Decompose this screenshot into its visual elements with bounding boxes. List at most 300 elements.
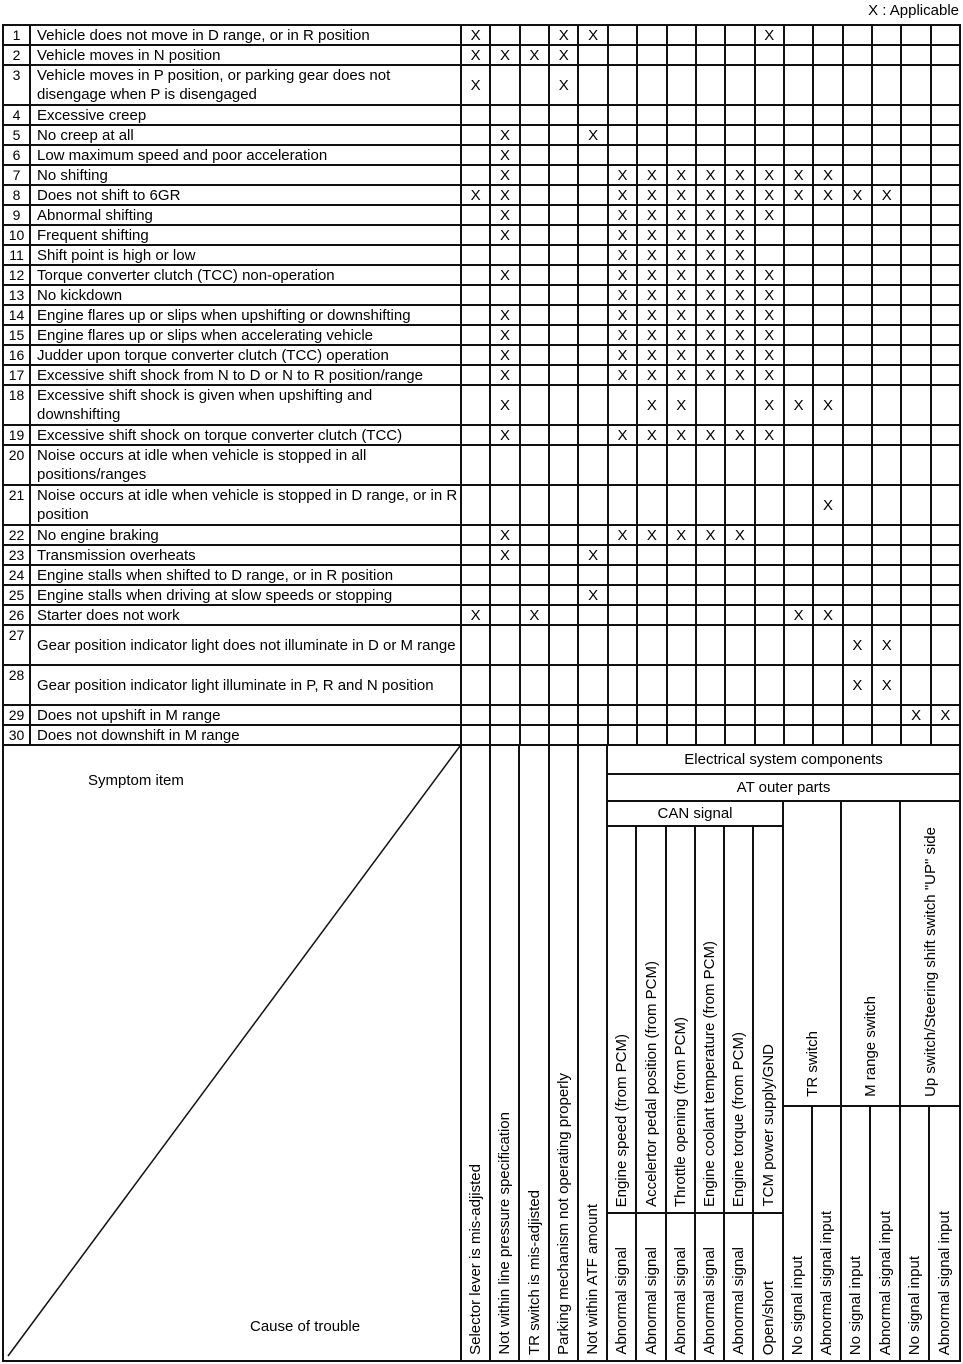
mark-cell	[785, 606, 814, 624]
symptom-number: 2	[4, 46, 31, 64]
mark-cell	[697, 366, 726, 384]
mark-cell	[638, 286, 667, 304]
mark-cell	[726, 206, 755, 224]
mark-cell	[668, 46, 697, 64]
applicable-mark: X	[705, 306, 716, 324]
applicable-mark: X	[588, 26, 599, 44]
mark-cell	[638, 326, 667, 344]
mark-cell	[638, 66, 667, 104]
mark-cell	[521, 626, 550, 664]
symptom-row	[4, 266, 959, 286]
mark-cell	[697, 46, 726, 64]
applicable-mark: X	[500, 46, 511, 64]
symptom-number: 19	[4, 426, 31, 444]
mark-cell	[609, 566, 638, 584]
symptom-label: Torque converter clutch (TCC) non-operation	[31, 266, 462, 284]
symptom-label: Does not downshift in M range	[31, 726, 462, 744]
mark-cell	[932, 286, 959, 304]
mark-cell	[873, 126, 902, 144]
mark-cell	[932, 586, 959, 604]
mark-cell	[932, 306, 959, 324]
mark-cell	[873, 526, 902, 544]
applicable-mark: X	[793, 166, 804, 184]
applicable-mark: X	[500, 526, 511, 544]
mark-cell	[521, 366, 550, 384]
mark-cell	[844, 606, 873, 624]
mark-cell	[638, 126, 667, 144]
symptom-row	[4, 586, 959, 606]
applicable-mark: X	[617, 166, 628, 184]
mark-cell	[638, 186, 667, 204]
symptom-label: No shifting	[31, 166, 462, 184]
mark-cell	[668, 306, 697, 324]
symptom-row	[4, 166, 959, 186]
mark-cell	[697, 626, 726, 664]
mark-cell	[668, 666, 697, 704]
mark-cell	[785, 706, 814, 724]
cause-state-13-text: Abnormal signal input	[818, 1210, 835, 1355]
mark-cell	[785, 46, 814, 64]
mark-cell	[844, 726, 873, 744]
mark-cell	[579, 146, 608, 164]
symptom-label: Low maximum speed and poor acceleration	[31, 146, 462, 164]
mark-cell	[462, 166, 491, 184]
mark-cell	[932, 126, 959, 144]
mark-cell	[726, 386, 755, 424]
symptom-number: 12	[4, 266, 31, 284]
symptom-troubleshooting-table	[2, 24, 961, 1362]
applicable-mark: X	[676, 366, 687, 384]
mark-cell	[844, 146, 873, 164]
mark-cell	[638, 486, 667, 524]
applicable-mark: X	[911, 706, 922, 724]
symptom-row	[4, 126, 959, 146]
mark-cell	[668, 286, 697, 304]
mark-cell	[844, 266, 873, 284]
cause-column-7	[637, 827, 667, 1214]
switch-group-3	[901, 802, 959, 1107]
mark-cell	[462, 126, 491, 144]
mark-cell	[932, 426, 959, 444]
can-signal-header-text: CAN signal	[657, 805, 733, 822]
mark-cell	[902, 566, 931, 584]
applicable-mark: X	[734, 526, 745, 544]
mark-cell	[491, 206, 520, 224]
applicable-mark: X	[646, 306, 657, 324]
symptom-number: 29	[4, 706, 31, 724]
mark-cell	[697, 166, 726, 184]
symptom-label: Engine stalls when shifted to D range, or in R position	[31, 566, 462, 584]
mark-cell	[491, 246, 520, 264]
mark-cell	[491, 566, 520, 584]
applicable-mark: X	[881, 636, 892, 654]
mark-cell	[726, 46, 755, 64]
applicable-mark: X	[588, 586, 599, 604]
applicable-mark: X	[734, 166, 745, 184]
cause-column-2-text: Not within line pressure specification	[496, 1112, 513, 1355]
mark-cell	[726, 286, 755, 304]
applicable-mark: X	[470, 76, 481, 94]
mark-cell	[609, 66, 638, 104]
mark-cell	[550, 586, 579, 604]
mark-cell	[521, 526, 550, 544]
mark-cell	[668, 726, 697, 744]
mark-cell	[491, 46, 520, 64]
mark-cell	[785, 146, 814, 164]
applicable-mark: X	[529, 46, 540, 64]
applicable-mark: X	[646, 326, 657, 344]
mark-cell	[638, 246, 667, 264]
mark-cell	[873, 566, 902, 584]
mark-cell	[756, 206, 785, 224]
cause-state-9-text: Abnormal signal	[701, 1247, 718, 1355]
mark-cell	[462, 366, 491, 384]
mark-cell	[638, 606, 667, 624]
applicable-mark: X	[705, 246, 716, 264]
symptom-row	[4, 326, 959, 346]
mark-cell	[550, 426, 579, 444]
applicable-mark: X	[822, 166, 833, 184]
mark-cell	[902, 706, 931, 724]
mark-cell	[550, 446, 579, 484]
mark-cell	[785, 246, 814, 264]
mark-cell	[579, 326, 608, 344]
mark-cell	[521, 46, 550, 64]
mark-cell	[668, 226, 697, 244]
applicable-mark: X	[529, 606, 540, 624]
symptom-label: Noise occurs at idle when vehicle is stopped in D range, or in R position	[31, 486, 462, 524]
mark-cell	[902, 546, 931, 564]
mark-cell	[726, 426, 755, 444]
mark-cell	[902, 386, 931, 424]
mark-cell	[609, 446, 638, 484]
symptom-number: 11	[4, 246, 31, 264]
symptom-label: Vehicle moves in N position	[31, 46, 462, 64]
mark-cell	[873, 26, 902, 44]
mark-cell	[697, 306, 726, 324]
mark-cell	[697, 706, 726, 724]
mark-cell	[697, 606, 726, 624]
applicable-mark: X	[646, 366, 657, 384]
mark-cell	[902, 586, 931, 604]
symptom-label: Abnormal shifting	[31, 206, 462, 224]
applicable-mark: X	[470, 606, 481, 624]
mark-cell	[579, 626, 608, 664]
mark-cell	[609, 106, 638, 124]
mark-cell	[697, 726, 726, 744]
mark-cell	[579, 106, 608, 124]
applicable-mark: X	[764, 396, 775, 414]
applicable-mark: X	[764, 186, 775, 204]
applicable-mark: X	[705, 266, 716, 284]
cause-state-7	[637, 1214, 667, 1360]
applicable-mark: X	[500, 426, 511, 444]
mark-cell	[521, 106, 550, 124]
applicable-mark: X	[676, 346, 687, 364]
symptom-row	[4, 146, 959, 166]
symptom-number: 16	[4, 346, 31, 364]
mark-cell	[873, 366, 902, 384]
applicable-mark: X	[676, 286, 687, 304]
symptom-number: 9	[4, 206, 31, 224]
symptom-rows	[4, 26, 959, 746]
applicable-mark: X	[705, 326, 716, 344]
mark-cell	[521, 426, 550, 444]
symptom-item-label: Symptom item	[88, 772, 184, 789]
at-outer-parts-header	[608, 775, 959, 802]
mark-cell	[756, 486, 785, 524]
applicable-mark: X	[734, 346, 745, 364]
cause-column-6-text: Engine speed (from PCM)	[613, 1033, 630, 1207]
at-outer-parts-header-text: AT outer parts	[736, 779, 831, 796]
mark-cell	[932, 726, 959, 744]
applicable-mark: X	[646, 246, 657, 264]
mark-cell	[814, 126, 843, 144]
applicable-mark: X	[646, 426, 657, 444]
mark-cell	[491, 326, 520, 344]
applicable-mark: X	[617, 226, 628, 244]
mark-cell	[462, 706, 491, 724]
symptom-label: Engine flares up or slips when accelerating vehicle	[31, 326, 462, 344]
mark-cell	[491, 366, 520, 384]
symptom-number: 30	[4, 726, 31, 744]
mark-cell	[550, 566, 579, 584]
mark-cell	[785, 126, 814, 144]
mark-cell	[756, 66, 785, 104]
mark-cell	[609, 386, 638, 424]
mark-cell	[462, 346, 491, 364]
mark-cell	[521, 666, 550, 704]
mark-cell	[932, 566, 959, 584]
symptom-row	[4, 626, 959, 666]
mark-cell	[550, 166, 579, 184]
applicable-mark: X	[734, 426, 745, 444]
symptom-row	[4, 306, 959, 326]
applicable-mark: X	[500, 166, 511, 184]
mark-cell	[609, 246, 638, 264]
applicable-mark: X	[500, 266, 511, 284]
mark-cell	[609, 626, 638, 664]
mark-cell	[756, 706, 785, 724]
symptom-row	[4, 106, 959, 126]
applicable-mark: X	[881, 186, 892, 204]
mark-cell	[844, 586, 873, 604]
mark-cell	[814, 366, 843, 384]
mark-cell	[521, 286, 550, 304]
symptom-row	[4, 46, 959, 66]
mark-cell	[932, 606, 959, 624]
mark-cell	[521, 206, 550, 224]
mark-cell	[756, 426, 785, 444]
mark-cell	[932, 386, 959, 424]
mark-cell	[550, 606, 579, 624]
symptom-label: Shift point is high or low	[31, 246, 462, 264]
mark-cell	[902, 626, 931, 664]
applicable-mark: X	[500, 226, 511, 244]
mark-cell	[814, 246, 843, 264]
mark-cell	[697, 586, 726, 604]
mark-cell	[491, 226, 520, 244]
mark-cell	[579, 546, 608, 564]
mark-cell	[638, 446, 667, 484]
mark-cell	[932, 246, 959, 264]
mark-cell	[638, 546, 667, 564]
mark-cell	[932, 166, 959, 184]
mark-cell	[756, 546, 785, 564]
applicable-mark: X	[617, 306, 628, 324]
mark-cell	[785, 446, 814, 484]
symptom-label: Vehicle moves in P position, or parking gear does not disengage when P is disengaged	[31, 66, 462, 104]
mark-cell	[668, 266, 697, 284]
mark-cell	[902, 526, 931, 544]
applicable-mark: X	[617, 526, 628, 544]
mark-cell	[726, 446, 755, 484]
mark-cell	[814, 606, 843, 624]
mark-cell	[902, 306, 931, 324]
mark-cell	[814, 586, 843, 604]
symptom-label: Transmission overheats	[31, 546, 462, 564]
mark-cell	[756, 666, 785, 704]
mark-cell	[844, 226, 873, 244]
applicable-mark: X	[822, 186, 833, 204]
mark-cell	[462, 606, 491, 624]
symptom-number: 10	[4, 226, 31, 244]
mark-cell	[697, 346, 726, 364]
mark-cell	[814, 706, 843, 724]
mark-cell	[902, 366, 931, 384]
mark-cell	[726, 726, 755, 744]
mark-cell	[491, 146, 520, 164]
mark-cell	[785, 626, 814, 664]
mark-cell	[873, 166, 902, 184]
cause-column-11	[754, 827, 784, 1214]
mark-cell	[668, 586, 697, 604]
mark-cell	[550, 386, 579, 424]
mark-cell	[697, 106, 726, 124]
mark-cell	[844, 46, 873, 64]
cause-state-9	[696, 1214, 725, 1360]
mark-cell	[638, 166, 667, 184]
applicable-mark: X	[822, 606, 833, 624]
symptom-number: 4	[4, 106, 31, 124]
mark-cell	[756, 326, 785, 344]
symptom-label: Excessive shift shock from N to D or N to R position/range	[31, 366, 462, 384]
mark-cell	[785, 526, 814, 544]
mark-cell	[902, 346, 931, 364]
symptom-label: Vehicle does not move in D range, or in R position	[31, 26, 462, 44]
symptom-number: 7	[4, 166, 31, 184]
mark-cell	[844, 706, 873, 724]
mark-cell	[579, 526, 608, 544]
mark-cell	[726, 226, 755, 244]
mark-cell	[609, 126, 638, 144]
mark-cell	[521, 546, 550, 564]
mark-cell	[844, 566, 873, 584]
mark-cell	[873, 246, 902, 264]
mark-cell	[814, 566, 843, 584]
applicable-mark: X	[588, 126, 599, 144]
applicable-mark: X	[676, 166, 687, 184]
mark-cell	[726, 186, 755, 204]
cause-state-15	[871, 1107, 901, 1360]
mark-cell	[844, 126, 873, 144]
mark-cell	[844, 446, 873, 484]
mark-cell	[844, 106, 873, 124]
mark-cell	[873, 486, 902, 524]
mark-cell	[785, 666, 814, 704]
mark-cell	[550, 286, 579, 304]
mark-cell	[902, 166, 931, 184]
mark-cell	[902, 226, 931, 244]
symptom-number: 26	[4, 606, 31, 624]
mark-cell	[932, 106, 959, 124]
symptom-number: 23	[4, 546, 31, 564]
mark-cell	[638, 386, 667, 424]
symptom-label: Does not upshift in M range	[31, 706, 462, 724]
mark-cell	[814, 26, 843, 44]
symptom-number: 8	[4, 186, 31, 204]
mark-cell	[902, 126, 931, 144]
cause-state-17-text: Abnormal signal input	[936, 1210, 953, 1355]
mark-cell	[902, 666, 931, 704]
applicable-mark: X	[500, 306, 511, 324]
mark-cell	[462, 226, 491, 244]
mark-cell	[668, 486, 697, 524]
applicable-mark: X	[764, 166, 775, 184]
mark-cell	[462, 46, 491, 64]
symptom-label: No engine braking	[31, 526, 462, 544]
mark-cell	[814, 326, 843, 344]
mark-cell	[579, 246, 608, 264]
applicable-mark: X	[500, 186, 511, 204]
mark-cell	[697, 326, 726, 344]
mark-cell	[521, 326, 550, 344]
mark-cell	[491, 706, 520, 724]
mark-cell	[462, 726, 491, 744]
mark-cell	[932, 346, 959, 364]
mark-cell	[932, 366, 959, 384]
mark-cell	[638, 366, 667, 384]
applicable-mark: X	[500, 396, 511, 414]
mark-cell	[609, 206, 638, 224]
mark-cell	[609, 586, 638, 604]
mark-cell	[873, 666, 902, 704]
mark-cell	[521, 386, 550, 424]
mark-cell	[668, 106, 697, 124]
mark-cell	[550, 726, 579, 744]
mark-cell	[638, 26, 667, 44]
applicable-mark: X	[500, 546, 511, 564]
mark-cell	[550, 246, 579, 264]
mark-cell	[609, 306, 638, 324]
symptom-label: Excessive creep	[31, 106, 462, 124]
symptom-row	[4, 226, 959, 246]
applicable-mark: X	[676, 426, 687, 444]
mark-cell	[550, 146, 579, 164]
symptom-row	[4, 26, 959, 46]
cause-state-13	[813, 1107, 842, 1360]
cause-column-10-text: Engine torque (from PCM)	[730, 1031, 747, 1207]
mark-cell	[756, 586, 785, 604]
mark-cell	[609, 146, 638, 164]
symptom-label: Judder upon torque converter clutch (TCC) operation	[31, 346, 462, 364]
mark-cell	[726, 346, 755, 364]
mark-cell	[785, 286, 814, 304]
symptom-label: Does not shift to 6GR	[31, 186, 462, 204]
mark-cell	[521, 126, 550, 144]
mark-cell	[726, 326, 755, 344]
mark-cell	[726, 26, 755, 44]
